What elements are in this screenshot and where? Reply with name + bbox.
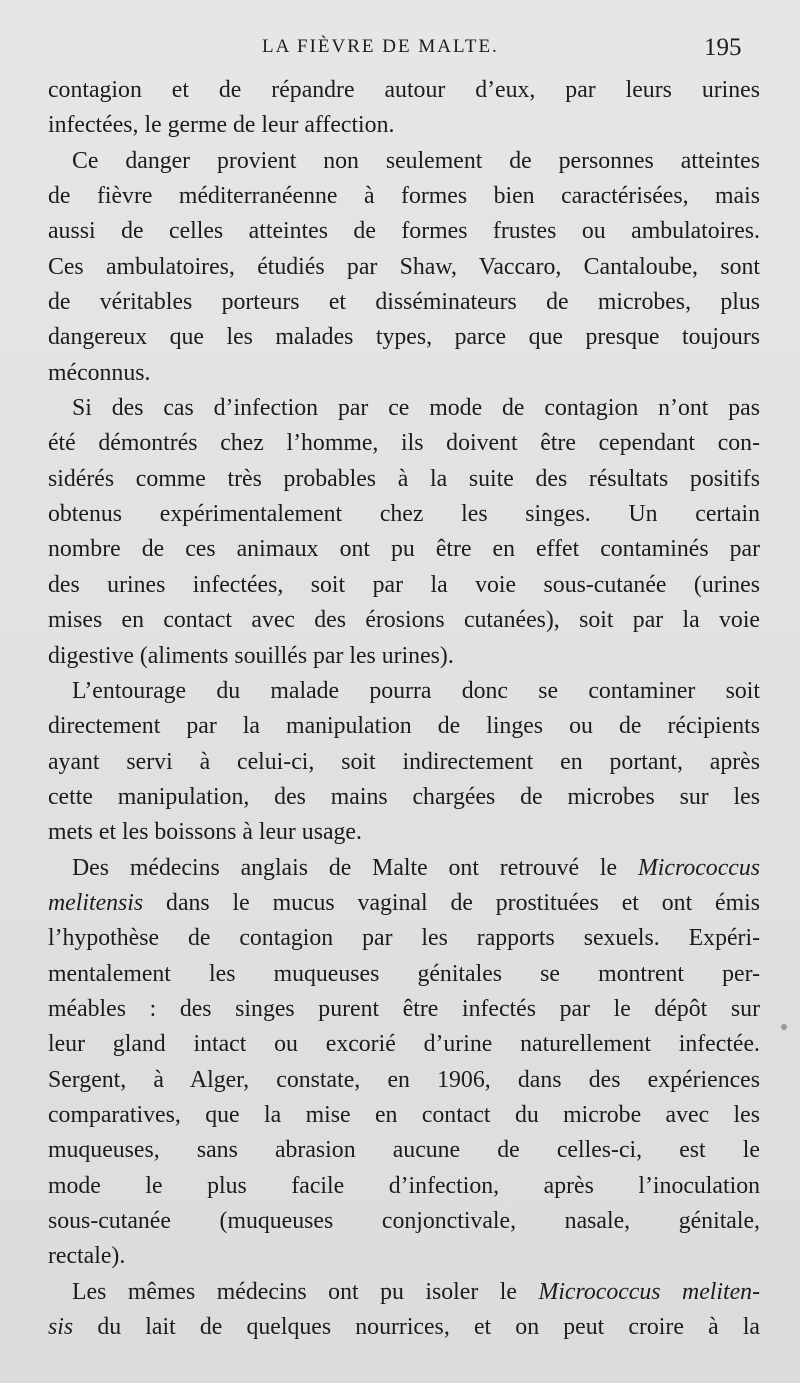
text-line: été démontrés chez l’homme, ils doivent être cependant con- <box>48 430 760 457</box>
text-line: dangereux que les malades types, parce que presque toujours <box>48 324 760 351</box>
text-line: l’hypothèse de contagion par les rapports sexuels. Expéri- <box>48 925 760 952</box>
text-run: dans le mucus vaginal de prostituées et ont émis <box>143 889 760 916</box>
species-name: melitensis <box>48 889 144 916</box>
text-line: méables : des singes purent être infectés par le dépôt sur <box>48 995 760 1022</box>
text-line: comparatives, que la mise en contact du microbe avec les <box>48 1101 760 1128</box>
text-line: méconnus. <box>48 359 151 386</box>
text-line: des urines infectées, soit par la voie sous-cutanée (urines <box>48 571 760 598</box>
running-title: LA FIÈVRE DE MALTE. <box>262 36 499 57</box>
text-line: mentalement les muqueuses génitales se montrent per- <box>48 960 760 987</box>
text-line: cette manipulation, des mains chargées de microbes sur les <box>48 783 760 810</box>
text-line: infectées, le germe de leur affection. <box>48 112 395 139</box>
paragraph-2 <box>48 144 760 391</box>
text-line: Ce danger provient non seulement de personnes atteintes <box>72 147 760 174</box>
text-line: ayant servi à celui-ci, soit indirectement en portant, après <box>48 748 760 775</box>
paper-speck <box>781 1024 787 1030</box>
text-line: leur gland intact ou excorié d’urine naturellement infectée. <box>48 1031 760 1058</box>
text-line: rectale). <box>48 1243 126 1270</box>
paragraph-3 <box>48 391 760 674</box>
text-line <box>48 1310 760 1345</box>
text-line: L’entourage du malade pourra donc se contaminer soit <box>72 677 760 704</box>
text-line: contagion et de répandre autour d’eux, par leurs urines <box>48 77 760 103</box>
text-line: sous-cutanée (muqueuses conjonctivale, nasale, génitale, <box>48 1208 760 1234</box>
species-name: sis <box>48 1314 74 1341</box>
text-run: du lait de quelques nourrices, et on peut croire à la <box>73 1314 760 1341</box>
paragraph-5 <box>48 851 760 1275</box>
text-line: mises en contact avec des érosions cutanées), soit par la voie <box>48 607 760 634</box>
text-line: directement par la manipulation de linges ou de récipients <box>48 713 760 740</box>
text-line: Sergent, à Alger, constate, en 1906, dans des expériences <box>48 1066 760 1093</box>
text-line: nombre de ces animaux ont pu être en effet contaminés par <box>48 536 760 563</box>
text-line: de fièvre méditerranéenne à formes bien caractérisées, mais <box>48 183 760 210</box>
text-line: aussi de celles atteintes de formes frustes ou ambulatoires. <box>48 218 760 245</box>
text-line <box>48 1275 760 1310</box>
text-line: digestive (aliments souillés par les urines). <box>48 642 454 669</box>
text-line: muqueuses, sans abrasion aucune de celles-ci, est le <box>48 1137 760 1164</box>
paragraph-6 <box>48 1275 760 1346</box>
text-line: mets et les boissons à leur usage. <box>48 819 362 846</box>
paragraph-1 <box>48 73 760 144</box>
text-line: sidérés comme très probables à la suite des résultats positifs <box>48 465 760 492</box>
running-header <box>0 36 800 66</box>
species-name: Micrococcus meliten- <box>538 1278 760 1305</box>
text-line: Si des cas d’infection par ce mode de contagion n’ont pas <box>72 395 760 422</box>
species-name: Micrococcus <box>637 854 760 881</box>
page-number: 195 <box>704 34 742 61</box>
text-line: de véritables porteurs et disséminateurs de microbes, plus <box>48 289 760 316</box>
text-line: obtenus expérimentalement chez les singes. Un certain <box>48 501 760 528</box>
text-run: Des médecins anglais de Malte ont retrouvé le <box>72 854 638 881</box>
text-line <box>48 851 760 886</box>
text-line <box>48 886 760 921</box>
body-text <box>48 73 760 1345</box>
text-line: mode le plus facile d’infection, après l’inoculation <box>48 1172 760 1199</box>
text-line: Ces ambulatoires, étudiés par Shaw, Vaccaro, Cantaloube, sont <box>48 253 760 280</box>
paragraph-4 <box>48 674 760 851</box>
text-run: Les mêmes médecins ont pu isoler le <box>72 1278 539 1305</box>
